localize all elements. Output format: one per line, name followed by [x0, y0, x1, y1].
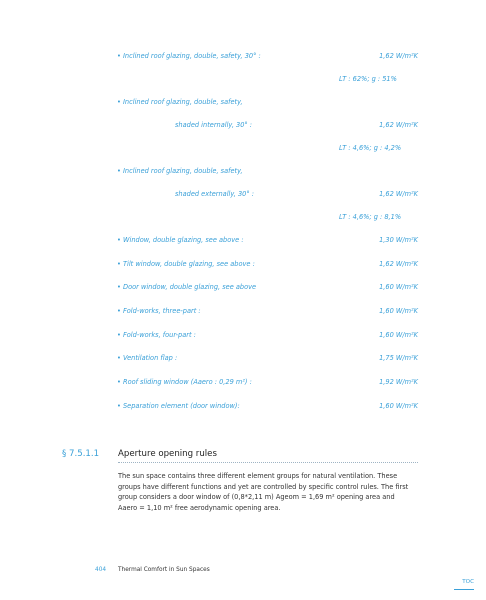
- list-item-sub: LT : 4,6%; g : 8,1%: [339, 213, 402, 221]
- section-title: Aperture opening rules: [118, 449, 217, 459]
- list-item-label: • Inclined roof glazing, double, safety,: [117, 98, 243, 106]
- list-item-label: • Tilt window, double glazing, see above :: [117, 260, 255, 268]
- paragraph-line: groups have different functions and yet are controlled by specific control rules. The first: [118, 482, 409, 491]
- list-item-label: • Separation element (door window):: [117, 402, 240, 410]
- list-item-value: 1,60 W/m²K: [379, 402, 418, 410]
- list-item-label: • Inclined roof glazing, double, safety,: [117, 167, 243, 175]
- list-item-label: • Fold-works, four-part :: [117, 331, 196, 339]
- list-item-sub: LT : 4,6%; g : 4,2%: [339, 144, 402, 152]
- list-item-label: • Window, double glazing, see above :: [117, 236, 244, 244]
- list-item-label: • Inclined roof glazing, double, safety, 30° :: [117, 52, 261, 60]
- list-item-value: 1,62 W/m²K: [379, 190, 418, 198]
- section-divider: [118, 462, 418, 463]
- list-item-label: • Door window, double glazing, see above: [117, 283, 257, 291]
- list-item-value: 1,62 W/m²K: [379, 260, 418, 268]
- list-item-indent: shaded externally, 30° :: [175, 190, 254, 198]
- list-item-value: 1,60 W/m²K: [379, 331, 418, 339]
- toc-underline: [454, 589, 474, 590]
- list-item-label: • Fold-works, three-part :: [117, 307, 201, 315]
- section-number: § 7.5.1.1: [62, 449, 100, 459]
- list-item-value: 1,30 W/m²K: [379, 236, 418, 244]
- list-item-value: 1,62 W/m²K: [379, 121, 418, 129]
- list-item-value: 1,60 W/m²K: [379, 307, 418, 315]
- list-item-value: 1,60 W/m²K: [379, 283, 418, 291]
- list-item-value: 1,75 W/m²K: [379, 354, 418, 362]
- paragraph-line: Aaero = 1,10 m² free aerodynamic opening area.: [118, 503, 281, 512]
- list-item-label: • Ventilation flap :: [117, 354, 178, 362]
- list-item-value: 1,62 W/m²K: [379, 52, 418, 60]
- page-number: 404: [95, 567, 107, 573]
- list-item-sub: LT : 62%; g : 51%: [339, 75, 397, 83]
- list-item-value: 1,92 W/m²K: [379, 378, 418, 386]
- list-item-label: • Roof sliding window (Aaero : 0,29 m²) :: [117, 378, 252, 386]
- toc-link[interactable]: TOC: [462, 579, 474, 585]
- section-paragraph: [118, 471, 418, 513]
- paragraph-line: The sun space contains three different element groups for natural ventilation. These: [118, 472, 398, 480]
- list-item-indent: shaded internally, 30° :: [175, 121, 253, 129]
- paragraph-line: group considers a door window of (0,8*2,11 m) Ageom = 1,69 m² opening area and: [118, 493, 395, 501]
- running-title: Thermal Comfort in Sun Spaces: [118, 567, 210, 573]
